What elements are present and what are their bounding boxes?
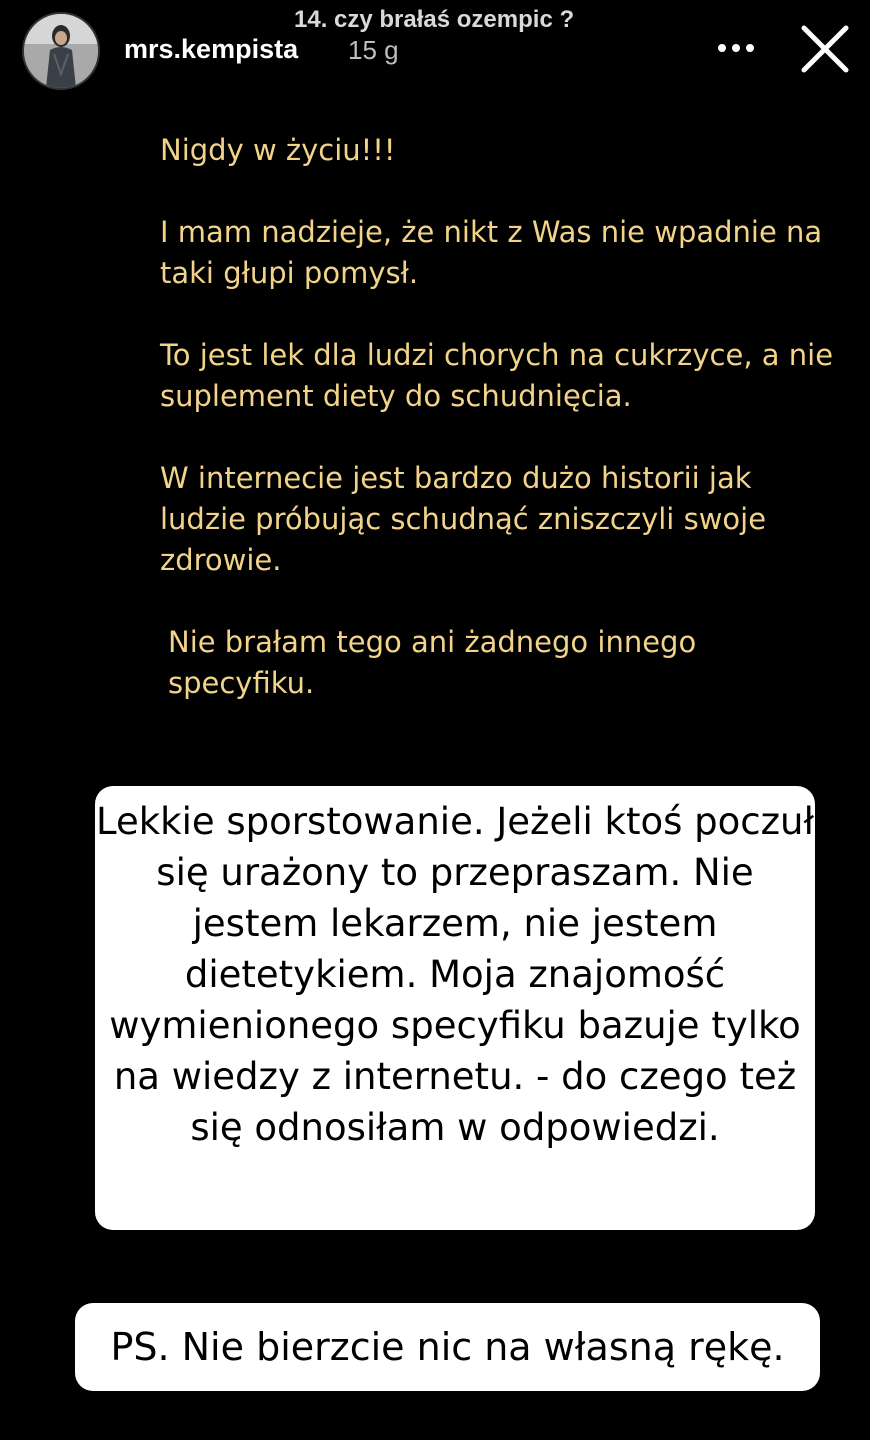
more-horizontal-icon <box>716 43 756 53</box>
note-paragraph: Nie brałam tego ani żadnego innego specyfiku. <box>168 625 697 700</box>
ps-text-sticker: PS. Nie bierzcie nic na własną rękę. <box>75 1303 820 1391</box>
story-question: 14. czy brałaś ozempic ? <box>294 6 575 33</box>
note-paragraph: W internecie jest bardzo dużo historii jak ludzie próbując schudnąć zniszczyli swoje zdrowie. <box>160 461 767 577</box>
post-age: 15 g <box>348 35 399 65</box>
profile-avatar[interactable] <box>22 12 100 90</box>
more-options-button[interactable] <box>710 28 762 68</box>
note-paragraph: Nigdy w życiu!!! <box>160 133 396 167</box>
note-paragraph: To jest lek dla ludzi chorych na cukrzyce, a nie suplement diety do schudnięcia. <box>160 338 834 413</box>
avatar-person-icon <box>24 14 98 88</box>
close-button[interactable] <box>798 22 852 76</box>
story-header <box>0 0 870 100</box>
apology-text-sticker: Lekkie sporstowanie. Jeżeli ktoś poczuł się urażony to przepraszam. Nie jestem lekarzem, nie jestem dietetykiem. Moja znajomość wymienionego specyfiku bazuje tylko na wiedzy z internetu. - do czego też się odnosiłam w odpowiedzi. <box>95 786 815 1230</box>
close-icon <box>798 22 852 76</box>
note-paragraph: I mam nadzieje, że nikt z Was nie wpadnie na taki głupi pomysł. <box>160 215 823 290</box>
story-text-block <box>160 130 840 745</box>
username[interactable]: mrs.kempista <box>124 34 299 64</box>
